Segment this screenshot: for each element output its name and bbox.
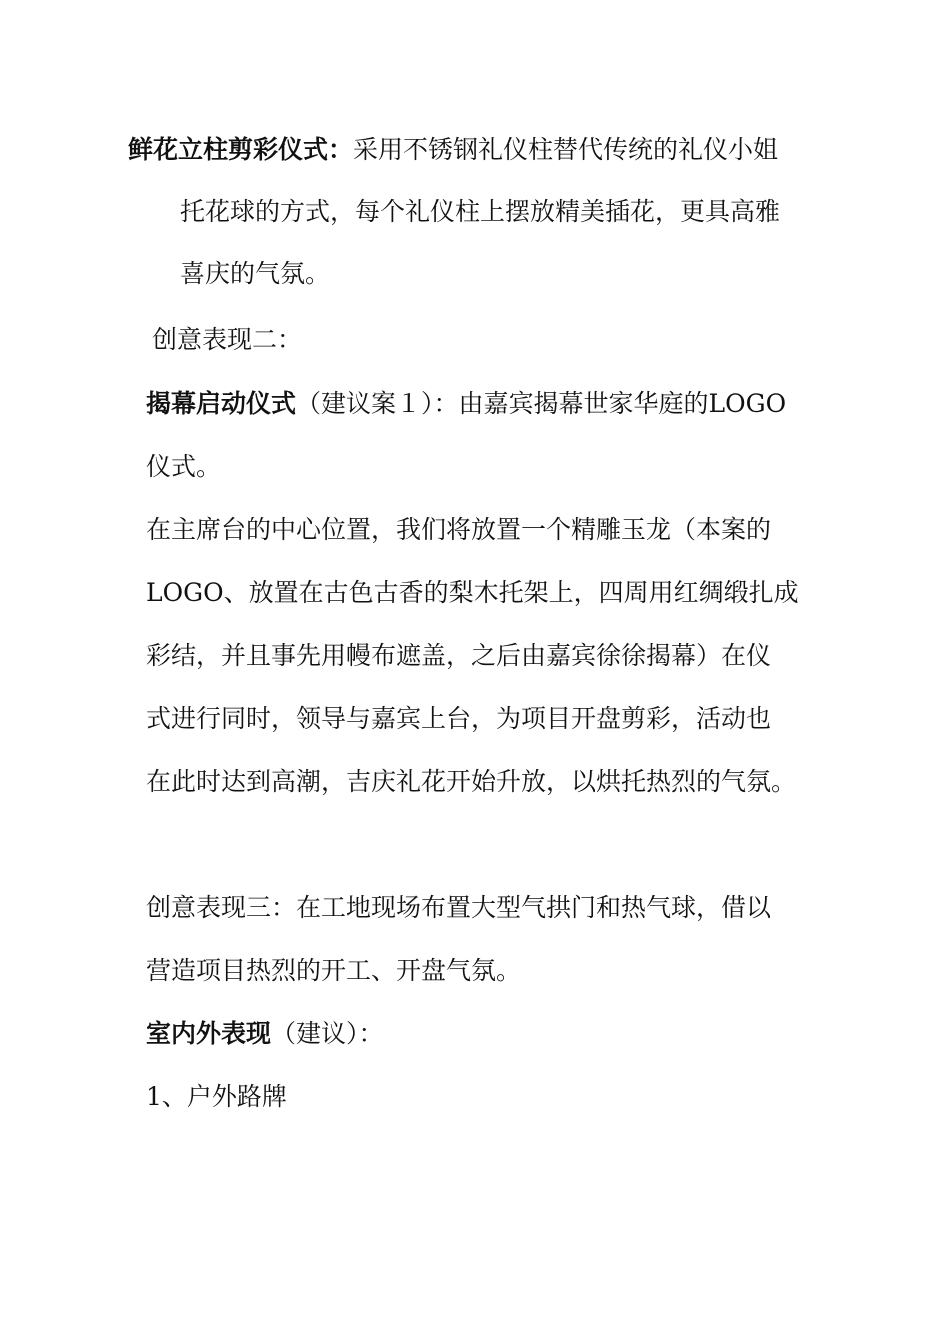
unveiling-text: （建议案１）：由嘉宾揭幕世家华庭的LOGO [296, 389, 787, 418]
flower-pillar-text: 采用不锈钢礼仪柱替代传统的礼仪小姐 [353, 135, 779, 164]
list-item-outdoor-billboard: 1、户外路牌 [146, 1082, 287, 1111]
paragraph-stage-line-4: 式进行同时，领导与嘉宾上台，为项目开盘剪彩，活动也 [146, 704, 772, 733]
paragraph-unveiling-line-1 [146, 388, 786, 420]
paragraph-unveiling-line-2: 仪式。 [146, 452, 222, 481]
paragraph-flower-pillar-line-1 [128, 134, 778, 166]
creative-idea-three-line-2: 营造项目热烈的开工、开盘气氛。 [146, 956, 522, 985]
indoor-outdoor-heading: 室内外表现 [146, 1019, 272, 1048]
paragraph-stage-line-5: 在此时达到高潮，吉庆礼花开始升放，以烘托热烈的气氛。 [146, 767, 797, 796]
paragraph-stage-line-1: 在主席台的中心位置，我们将放置一个精雕玉龙（本案的 [146, 515, 772, 544]
flower-pillar-heading: 鲜花立柱剪彩仪式： [128, 135, 354, 164]
paragraph-stage-line-2: LOGO、放置在古色古香的梨木托架上，四周用红绸缎扎成 [146, 578, 799, 607]
paragraph-flower-pillar-line-3: 喜庆的气氛。 [180, 259, 331, 288]
unveiling-heading: 揭幕启动仪式 [146, 389, 297, 418]
paragraph-flower-pillar-line-2: 托花球的方式，每个礼仪柱上摆放精美插花，更具高雅 [180, 197, 781, 226]
paragraph-stage-line-3: 彩结，并且事先用幔布遮盖，之后由嘉宾徐徐揭幕）在仪 [146, 641, 772, 670]
indoor-outdoor-heading-line [146, 1018, 384, 1050]
creative-idea-three-line-1: 创意表现三：在工地现场布置大型气拱门和热气球，借以 [146, 893, 772, 922]
creative-idea-two-heading: 创意表现二： [152, 325, 303, 354]
indoor-outdoor-suggestion: （建议）： [271, 1019, 384, 1048]
